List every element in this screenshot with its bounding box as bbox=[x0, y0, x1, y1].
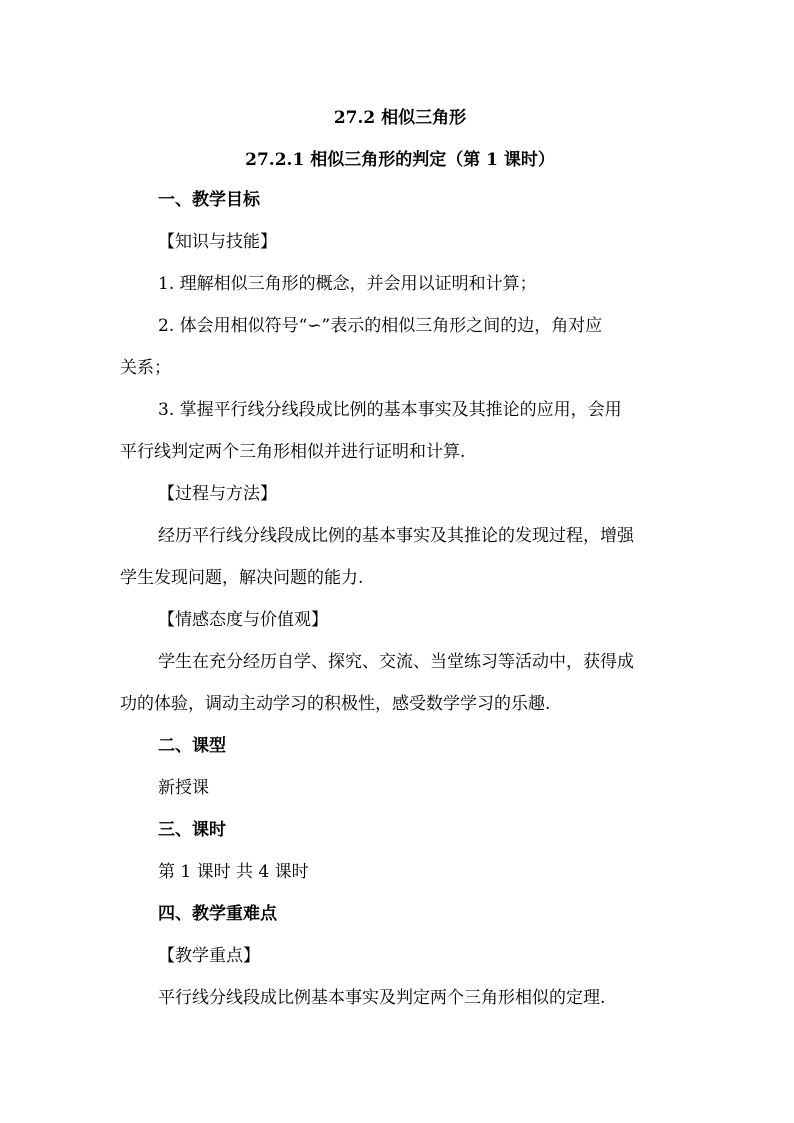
attitude-paragraph-line2: 功的体验，调动主动学习的积极性，感受数学学习的乐趣. bbox=[120, 694, 551, 714]
attitude-paragraph-line1: 学生在充分经历自学、探究、交流、当堂练习等活动中，获得成 bbox=[158, 652, 634, 672]
subheading-knowledge-skills: 【知识与技能】 bbox=[158, 232, 277, 252]
section-heading-periods: 三、课时 bbox=[158, 820, 226, 840]
subheading-key-points: 【教学重点】 bbox=[158, 946, 260, 966]
section-heading-key-difficult-points: 四、教学重难点 bbox=[158, 904, 277, 924]
objective-item-2-line2: 关系； bbox=[120, 358, 171, 378]
objective-item-2-line1: 2. 体会用相似符号“∽”表示的相似三角形之间的边，角对应 bbox=[158, 316, 603, 336]
periods-text: 第 1 课时 共 4 课时 bbox=[158, 862, 309, 882]
subheading-process-methods: 【过程与方法】 bbox=[158, 484, 277, 504]
document-subtitle: 27.2.1 相似三角形的判定（第 1 课时） bbox=[245, 150, 555, 170]
section-heading-lesson-type: 二、课型 bbox=[158, 736, 226, 756]
objective-item-1: 1. 理解相似三角形的概念，并会用以证明和计算； bbox=[158, 274, 537, 294]
objective-item-3-line1: 3. 掌握平行线分线段成比例的基本事实及其推论的应用，会用 bbox=[158, 400, 622, 420]
key-points-text: 平行线分线段成比例基本事实及判定两个三角形相似的定理. bbox=[158, 988, 606, 1008]
objective-item-3-line2: 平行线判定两个三角形相似并进行证明和计算. bbox=[120, 442, 466, 462]
process-paragraph-line1: 经历平行线分线段成比例的基本事实及其推论的发现过程，增强 bbox=[158, 526, 634, 546]
process-paragraph-line2: 学生发现问题，解决问题的能力. bbox=[120, 568, 364, 588]
lesson-type-text: 新授课 bbox=[158, 778, 209, 798]
section-heading-objectives: 一、教学目标 bbox=[158, 190, 260, 210]
document-title: 27.2 相似三角形 bbox=[333, 108, 467, 128]
subheading-attitudes-values: 【情感态度与价值观】 bbox=[158, 610, 328, 630]
